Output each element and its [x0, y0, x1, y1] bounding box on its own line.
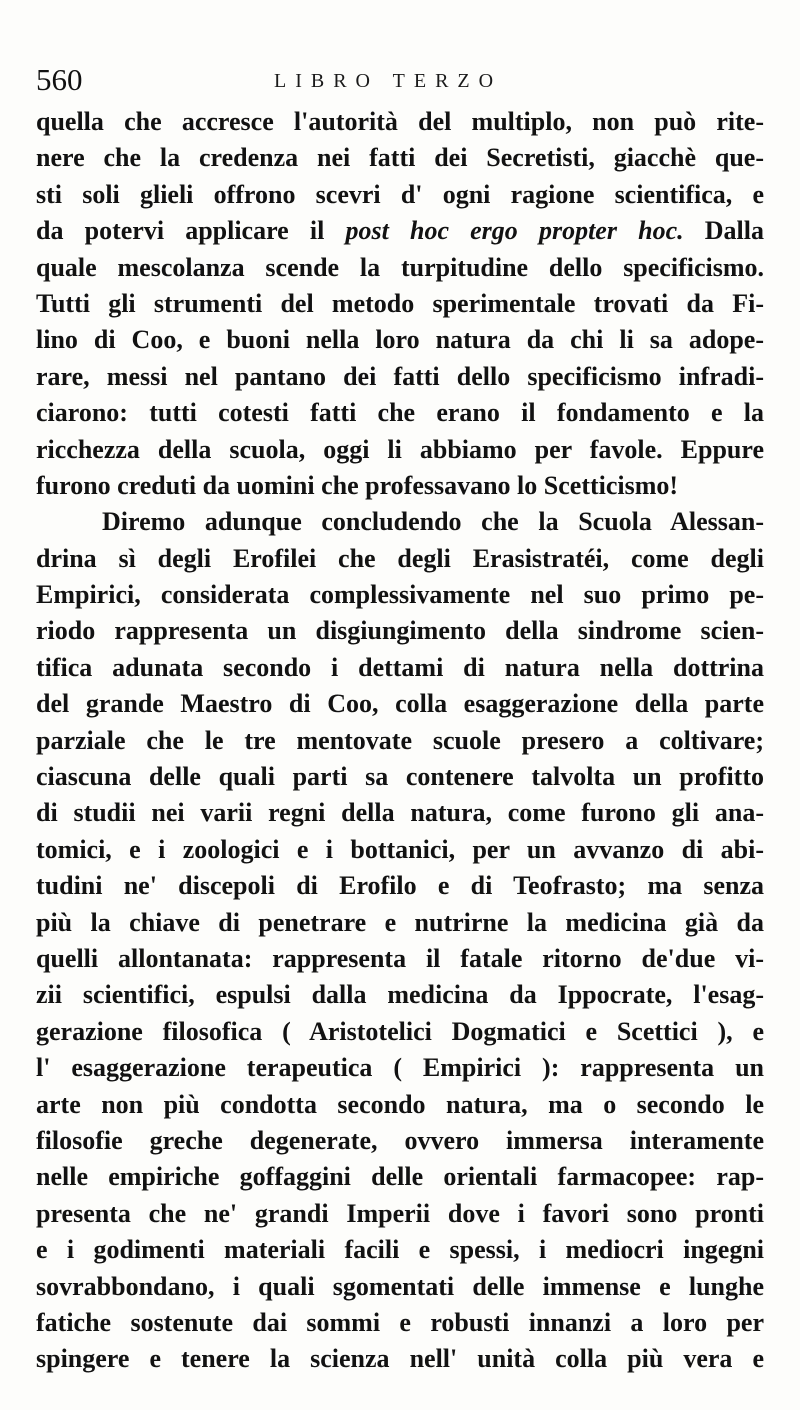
page-header [36, 60, 766, 100]
line-text: l' esaggerazione terapeutica ( Empirici ): rappresenta un [36, 1053, 764, 1083]
line-text: furono creduti da uomini che professavano lo Scetticismo! [36, 470, 679, 500]
text-line [36, 905, 764, 941]
page-number: 560 [36, 62, 83, 97]
text-line [36, 504, 764, 540]
line-text: presenta che ne' grandi Imperii dove i favori sono pronti [36, 1198, 764, 1228]
line-text: sovrabbondano, i quali sgomentati delle immense e lunghe [36, 1271, 764, 1301]
line-text: tifica adunata secondo i dettami di natura nella dottrina [36, 652, 764, 682]
text-line [36, 1014, 764, 1050]
text-line [36, 795, 764, 831]
line-text: Dalla [683, 216, 764, 246]
text-line [36, 1159, 764, 1195]
text-line [36, 1087, 764, 1123]
line-text: fatiche sostenute dai sommi e robusti innanzi a loro per [36, 1307, 764, 1337]
text-line [36, 1123, 764, 1159]
line-text: ciarono: tutti cotesti fatti che erano il fondamento e la [36, 398, 764, 428]
line-text: tudini ne' discepoli di Erofilo e di Teofrasto; ma senza [36, 871, 764, 901]
line-text: parziale che le tre mentovate scuole presero a coltivare; [36, 725, 764, 755]
line-text: Empirici, considerata complessivamente nel suo primo pe- [36, 580, 764, 610]
text-line [36, 395, 764, 431]
line-text: nere che la credenza nei fatti dei Secretisti, giacchè que- [36, 143, 764, 173]
text-line [36, 1269, 764, 1305]
text-line [36, 541, 764, 577]
body-text [36, 104, 764, 1378]
line-text: rare, messi nel pantano dei fatti dello specificismo infradi- [36, 361, 764, 391]
line-text: nelle empiriche goffaggini delle orientali farmacopee: rap- [36, 1162, 764, 1192]
text-line [36, 322, 764, 358]
text-line [36, 359, 764, 395]
text-line [36, 686, 764, 722]
text-line [36, 723, 764, 759]
line-text: filosofie greche degenerate, ovvero immersa interamente [36, 1125, 764, 1155]
text-line [36, 140, 764, 176]
line-text: lino di Coo, e buoni nella loro natura da chi li sa adope- [36, 325, 764, 355]
line-text: Tutti gli strumenti del metodo sperimentale trovati da Fi- [36, 288, 764, 318]
text-line [36, 250, 764, 286]
text-line [36, 759, 764, 795]
text-line [36, 1341, 764, 1377]
text-line [36, 868, 764, 904]
text-line [36, 1305, 764, 1341]
line-text: Diremo adunque concludendo che la Scuola Alessan- [102, 507, 764, 537]
text-line [36, 650, 764, 686]
text-line [36, 832, 764, 868]
line-text: ricchezza della scuola, oggi li abbiamo per favole. Eppure [36, 434, 764, 464]
text-line [36, 177, 764, 213]
line-text: gerazione filosofica ( Aristotelici Dogmatici e Scettici ), e [36, 1016, 764, 1046]
line-text: e i godimenti materiali facili e spessi, i mediocri ingegni [36, 1235, 764, 1265]
text-line [36, 286, 764, 322]
text-line [36, 104, 764, 140]
text-line [36, 613, 764, 649]
line-text: riodo rappresenta un disgiungimento della sindrome scien- [36, 616, 764, 646]
line-text: quelli allontanata: rappresenta il fatale ritorno de'due vi- [36, 943, 764, 973]
line-text: tomici, e i zoologici e i bottanici, per un avvanzo di abi- [36, 834, 764, 864]
line-text: spingere e tenere la scienza nell' unità colla più vera e [36, 1344, 764, 1374]
text-line [36, 1050, 764, 1086]
line-text: sti soli glieli offrono scevri d' ogni ragione scientifica, e [36, 179, 764, 209]
text-line [36, 577, 764, 613]
line-text: ciascuna delle quali parti sa contenere talvolta un profitto [36, 762, 764, 792]
line-text: quella che accresce l'autorità del multiplo, non può rite- [36, 107, 764, 136]
text-line [36, 1196, 764, 1232]
line-text: del grande Maestro di Coo, colla esaggerazione della parte [36, 689, 764, 719]
line-text: zii scientifici, espulsi dalla medicina da Ippocrate, l'esag- [36, 980, 764, 1010]
running-head: LIBRO TERZO [274, 70, 503, 92]
line-text: di studii nei varii regni della natura, come furono gli ana- [36, 798, 764, 828]
text-line [36, 468, 764, 504]
text-line [36, 432, 764, 468]
line-text: drina sì degli Erofilei che degli Erasistratéi, come degli [36, 543, 764, 573]
text-line [36, 941, 764, 977]
text-line [36, 977, 764, 1013]
line-text: da potervi applicare il [36, 216, 346, 246]
text-line [36, 213, 764, 249]
text-line [36, 1232, 764, 1268]
line-text: arte non più condotta secondo natura, ma o secondo le [36, 1089, 764, 1119]
line-text: quale mescolanza scende la turpitudine dello specificismo. [36, 252, 764, 282]
line-text: più la chiave di penetrare e nutrirne la medicina già da [36, 907, 764, 937]
italic-phrase: post hoc ergo propter hoc. [345, 216, 684, 246]
